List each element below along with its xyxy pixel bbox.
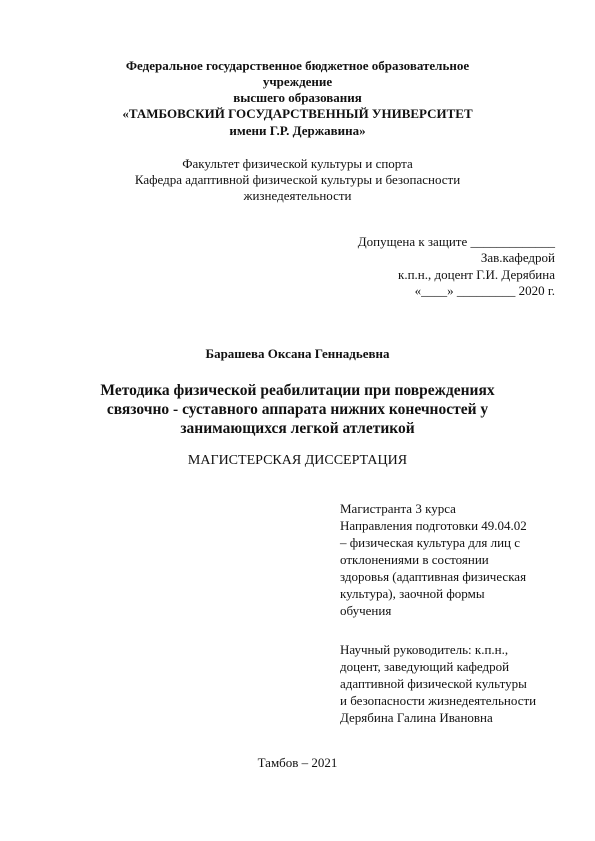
approval-line-4: «____» _________ 2020 г. — [414, 283, 555, 299]
institution-line-5: имени Г.Р. Державина» — [229, 123, 366, 138]
student-info-line: обучения — [340, 603, 392, 618]
student-info — [340, 500, 560, 619]
city-year: Тамбов – 2021 — [257, 755, 338, 770]
approval-block — [340, 234, 555, 300]
student-info-line: культура), заочной формы — [340, 586, 485, 601]
faculty-line-2: Кафедра адаптивной физической культуры и безопасности — [134, 172, 461, 187]
thesis-title-line-2: связочно - суставного аппарата нижних конечностей у — [106, 401, 489, 418]
supervisor-info-line: доцент, заведующий кафедрой — [340, 659, 510, 674]
institution-line-4: «ТАМБОВСКИЙ ГОСУДАРСТВЕННЫЙ УНИВЕРСИТЕТ — [122, 106, 473, 121]
supervisor-info-line: и безопасности жизнедеятельности — [340, 693, 537, 708]
thesis-title-line-3: занимающихся легкой атлетикой — [180, 420, 415, 437]
supervisor-info-line: Дерябина Галина Ивановна — [340, 710, 493, 725]
approval-line-1: Допущена к защите _____________ — [357, 234, 555, 249]
supervisor-info-line: Научный руководитель: к.п.н., — [340, 642, 509, 657]
faculty-line-3: жизнедеятельности — [243, 188, 352, 203]
student-info-line: – физическая культура для лиц с — [340, 535, 521, 550]
document-type: МАГИСТЕРСКАЯ ДИССЕРТАЦИЯ — [187, 453, 408, 468]
author-name: Барашева Оксана Геннадьевна — [205, 346, 390, 361]
institution-line-1: Федеральное государственное бюджетное образовательное — [125, 58, 470, 73]
student-info-line: Магистранта 3 курса — [340, 501, 456, 516]
approval-line-2: Зав.кафедрой — [480, 250, 555, 266]
student-info-line: здоровья (адаптивная физическая — [340, 569, 527, 584]
thesis-title-line-1: Методика физической реабилитации при повреждениях — [100, 382, 495, 399]
approval-line-3: к.п.н., доцент Г.И. Дерябина — [398, 266, 555, 282]
institution-line-2: учреждение — [262, 74, 333, 89]
student-info-line: Направления подготовки 49.04.02 — [340, 518, 527, 533]
institution-line-3: высшего образования — [233, 90, 362, 105]
faculty-line-1: Факультет физической культуры и спорта — [182, 156, 413, 171]
supervisor-info — [340, 641, 560, 726]
supervisor-info-line: адаптивной физической культуры — [340, 676, 527, 691]
student-info-line: отклонениями в состоянии — [340, 552, 489, 567]
